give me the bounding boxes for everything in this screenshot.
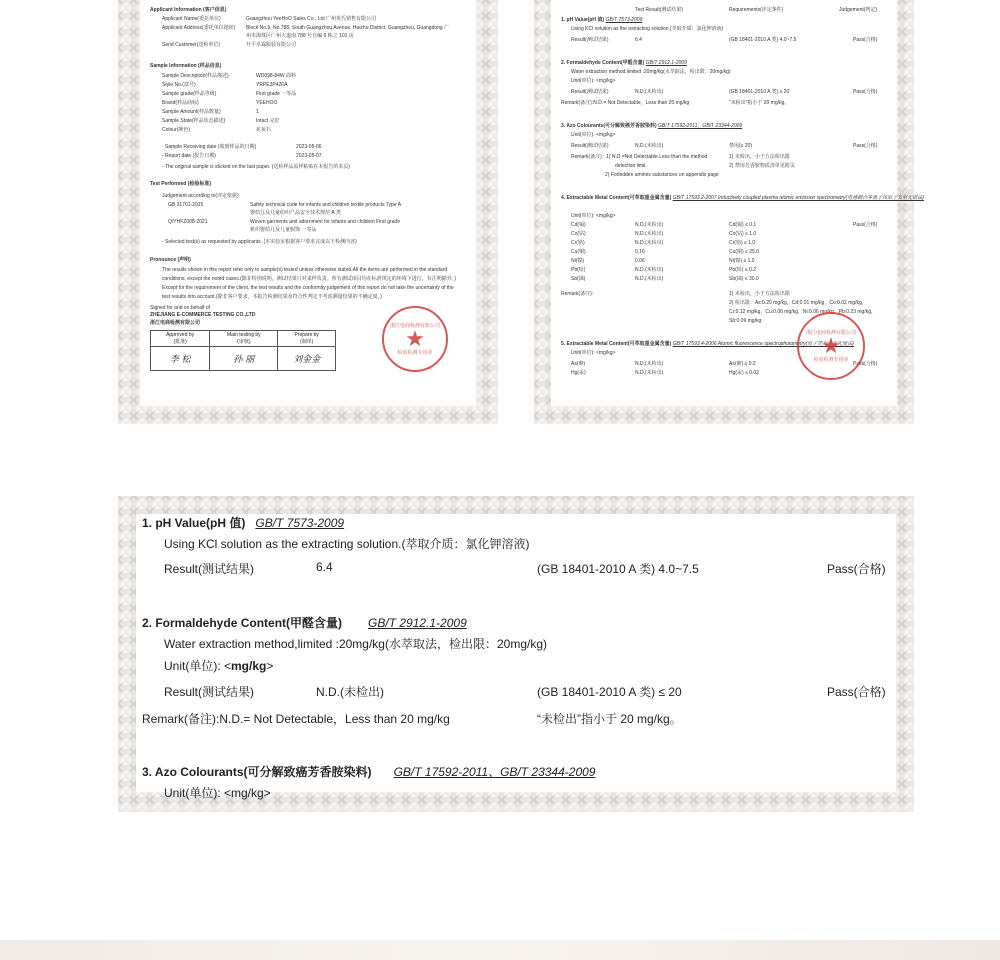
date-note: - The original sample is sticked on the last paper. (送检样品原样粘贴在本报告的末页) xyxy=(162,164,351,170)
azo-remark-r1: 1) 未检出，小于方法检出限 xyxy=(729,154,790,160)
metal-unit: Unit(单位): <mg/kg> xyxy=(571,213,616,219)
metal-remark-line: 2) 检出限：As:0.20 mg/kg，Cd:0.01 mg/kg，Co:0.02 mg/kg， xyxy=(729,300,867,306)
ph-heading: 1. pH Value(pH 值) GB/T 7573-2009 xyxy=(561,17,643,23)
col-header-result: Test Result(测试结果) xyxy=(635,7,684,13)
pronounce-line: test results into account.(除非客户要求，本报告检测结果及符合性判定不考虑测量结果的不确定度。) xyxy=(162,294,382,300)
zoom-form-method: Water extraction method,limited :20mg/kg(水萃取法，检出限：20mg/kg) xyxy=(164,637,547,651)
col-header-requirements: Requirements(评定条件) xyxy=(729,7,784,13)
metal-value: N.D.(未检出) xyxy=(635,276,664,282)
right-document-frame xyxy=(534,0,924,424)
applicant-value: 开平卓霖服装有限公司 xyxy=(246,41,297,48)
sample-value: WD098-84W 面料 xyxy=(256,73,297,79)
metal5-value: N.D.(未检出) xyxy=(635,361,664,367)
signature-table xyxy=(150,330,336,371)
metal-element: Cr(铬) xyxy=(571,240,585,246)
date-value: 2023-05-07 xyxy=(296,153,322,159)
metal-element: Cu(铜) xyxy=(571,249,586,255)
sample-heading: Sample Information (样品信息) xyxy=(150,63,222,69)
signature-approved: 李 松 xyxy=(151,347,210,371)
pronounce-line: The results shown in this report refer only to sample(s) tested unless otherwise stated.All the items are performed in the standard xyxy=(162,267,448,273)
metal5-value: N.D.(未检出) xyxy=(635,370,664,376)
test-desc-cn: 机织婴幼儿及儿童服饰 一等品 xyxy=(250,227,317,233)
metal-heading: 4. Extractable Metal Content(可萃取重金属含量) GB/T 17593.2-2007 Inductively coupled plasma atomic emission spectrometry(电感耦合等离子体原子发射光谱法) xyxy=(561,195,924,201)
zoom-form-remark2: “未检出”指小于 20 mg/kg。 xyxy=(537,712,682,726)
form-heading: 2. Formaldehyde Content(甲醛含量) GB/T 2912.1-2009 xyxy=(561,60,687,66)
metal-element: Co(钴) xyxy=(571,231,586,237)
ph-result-label: Result(测试结果) xyxy=(571,37,609,43)
metal5-element: As(砷) xyxy=(571,361,586,367)
zoom-ph-label: Result(测试结果) xyxy=(164,562,255,576)
date-label: - Sample Receiving date (收到样品的日期) xyxy=(162,144,257,150)
test-note: - Selected test(s) as requested by applicants. (本实验室根据客户要求完成以下检测内容) xyxy=(162,239,357,245)
test-desc-cn: 婴幼儿及儿童纺织产品安全技术规范 A 类 xyxy=(250,210,341,216)
metal-remark-line: 1) 未检出，小于方法检出限 xyxy=(729,291,790,297)
applicant-label: Applicant Name(委托单位) xyxy=(162,16,221,22)
metal-remark-line: Sb:0.09 mg/kg xyxy=(729,318,762,324)
azo-remark-c: 2) Forbidden amines substances on appendix page xyxy=(605,172,719,178)
metal-remark-line: Cr:0.12 mg/kg，Cu:0.06 mg/kg，Ni:0.06 mg/kg，Pb:0.23 mg/kg， xyxy=(729,309,877,315)
metal5-unit: Unit(单位): <mg/kg> xyxy=(571,350,616,356)
azo-remark-b: detection limit. xyxy=(615,163,647,169)
metal-req: Ni(镍) ≤ 1.0 xyxy=(729,258,755,264)
zoom-ph-method: Using KCl solution as the extracting solution.(萃取介质：氯化钾溶液) xyxy=(164,537,530,551)
zoom-form-heading: 2. Formaldehyde Content(甲醛含量) GB/T 2912.1-2009 xyxy=(142,616,467,630)
metal-value: N.D.(未检出) xyxy=(635,267,664,273)
sample-value: 1 xyxy=(256,109,259,115)
metal5-element: Hg(汞) xyxy=(571,370,586,376)
azo-result-req: 禁用(≤ 20) xyxy=(729,143,753,149)
zoom-detail-page xyxy=(136,514,896,800)
metal-element: Pb(铅) xyxy=(571,267,586,273)
form-remark: Remark(备注):N.D.= Not Detectable，Less than 20 mg/kg xyxy=(561,100,690,106)
azo-result-value: N.D.(未检出) xyxy=(635,143,664,149)
zoom-form-label: Result(测试结果) xyxy=(164,685,255,699)
metal-value: N.D.(未检出) xyxy=(635,240,664,246)
metal5-req: As(砷) ≤ 0.2 xyxy=(729,361,756,367)
sample-value: YRPE3P426A xyxy=(256,82,288,88)
prepare-header: Prepare by (制单) xyxy=(278,331,336,347)
ph-result-judge: Pass(合格) xyxy=(853,37,878,43)
sample-label: Sample Description(样品描述) xyxy=(162,73,229,79)
metal-element: Sb(锑) xyxy=(571,276,586,282)
metal-req: Co(钴) ≤ 1.0 xyxy=(729,231,757,237)
metal-element: Cd(镉) xyxy=(571,222,586,228)
zoom-form-unit: Unit(单位): <mg/kg> xyxy=(164,659,274,673)
metal-req: Cd(镉) ≤ 0.1 xyxy=(729,222,757,228)
ph-result-value: 6.4 xyxy=(635,37,642,43)
metal-element: Ni(镍) xyxy=(571,258,585,264)
test-sub: Judgement according to(评定依据) xyxy=(162,193,239,199)
sample-value: First grade 一等品 xyxy=(256,91,297,97)
metal5-heading: 5. Extractable Metal Content(可萃取重金属含量) GB/T 17593.4-2006 Atomic fluorescence spectrophotometry(原子荧光分光光度法) xyxy=(561,341,854,347)
pronounce-line: conditions, except the noted cases.(除非特别说明，测试结果只对来样负责。所有测试项目均在标准规定的环境下进行，有注明除外。) xyxy=(162,276,456,282)
metal-value: N.D.(未检出) xyxy=(635,231,664,237)
test-heading: Test Performed (检验标准) xyxy=(150,181,212,187)
pronounce-heading: Pronounce (声明) xyxy=(150,257,191,263)
test-code: GB 31701-2015 xyxy=(168,202,204,208)
zoom-ph-heading: 1. pH Value(pH 值) GB/T 7573-2009 xyxy=(142,516,345,530)
applicant-value: Guangzhou YeeHoO Sales Co., Ltd 广州英氏销售有限公司 xyxy=(246,16,377,22)
azo-result-label: Result(测试结果) xyxy=(571,143,609,149)
zoom-ph-req: (GB 18401-2010 A 类) 4.0~7.5 xyxy=(537,562,699,576)
azo-heading: 3. Azo Colourants(可分解致癌芳香胺染料) GB/T 17592-2011、GB/T 23344-2009 xyxy=(561,123,743,129)
zoom-azo-unit: Unit(单位): <mg/kg> xyxy=(164,786,271,800)
metal-value: 0.06 xyxy=(635,258,645,264)
zoom-azo-heading: 3. Azo Colourants(可分解致癌芳香胺染料) GB/T 17592-2011、GB/T 23344-2009 xyxy=(142,765,596,779)
ph-method: Using KCl solution as the extracting solution.(萃取介质：氯化钾溶液) xyxy=(571,26,724,32)
metal-req: Cr(铬) ≤ 1.0 xyxy=(729,240,756,246)
test-desc: Safety technical code for infants and children textile products Type A xyxy=(250,202,402,208)
star-icon: ★ xyxy=(405,326,425,351)
ph-result-req: (GB 18401-2010 A 类) 4.0~7.5 xyxy=(729,37,797,43)
sample-label: Sample Amount(样品数量) xyxy=(162,109,221,115)
zoom-ph-value: 6.4 xyxy=(316,560,333,574)
official-seal-stamp: 浙江电商检测有限公司 ★ 检验检测专用章 xyxy=(382,306,448,372)
metal-remark: Remark(备注): xyxy=(561,291,594,297)
sample-value: Intact 完好 xyxy=(256,118,280,124)
applicant-value: 州市海珠区广州大道南 788 号自编 9 栋之 101 房 xyxy=(246,33,354,39)
form-result-label: Result(测试结果) xyxy=(571,89,609,95)
metal5-req: Hg(汞) ≤ 0.02 xyxy=(729,370,759,376)
sample-label: Sample grade(样品等级) xyxy=(162,91,217,97)
company-en: ZHEJIANG E-COMMERCE TESTING CO.,LTD xyxy=(150,312,256,318)
date-value: 2023-05-06 xyxy=(296,144,322,150)
metal-req: Sb(锑) ≤ 30.0 xyxy=(729,276,759,282)
signature-testing: 孙 丽 xyxy=(210,347,278,371)
applicant-heading: Applicant Information (客户信息) xyxy=(150,7,227,13)
left-document-frame xyxy=(118,0,498,424)
test-desc: Woven garments and adornment for infants and children First grade xyxy=(250,219,400,225)
test-code: Q/YHFZ008-2021 xyxy=(168,219,208,225)
form-unit: Unit(单位): <mg/kg> xyxy=(571,78,616,84)
metal-value: 0.16 xyxy=(635,249,645,255)
zoom-ph-judge: Pass(合格) xyxy=(827,562,886,576)
azo-unit: Unit(单位): <mg/kg> xyxy=(571,132,616,138)
zoom-detail-frame xyxy=(118,496,914,812)
sample-label: Style No.(款号) xyxy=(162,82,196,88)
metal-req: Cu(铜) ≤ 25.0 xyxy=(729,249,759,255)
sample-label: Brand(样品商标) xyxy=(162,100,199,106)
pronounce-line: Except for the requirement of the client, the test results and the conformity judgement of this report do not take the uncertainty of the xyxy=(162,285,454,291)
applicant-label: Send Customer(送检单位) xyxy=(162,41,221,48)
azo-remark-r2: 2) 禁用芳香胺物质清单见附页 xyxy=(729,163,795,169)
azo-result-judge: Pass(合格) xyxy=(853,143,878,149)
metal-req: Pb(铅) ≤ 0.2 xyxy=(729,267,756,273)
signature-prepare: 刘金金 xyxy=(278,347,336,371)
sample-label: Sample State(样品状态描述) xyxy=(162,118,226,124)
company-cn: 浙江电商检测有限公司 xyxy=(150,320,201,326)
bottom-banner-strip xyxy=(0,940,1000,960)
sample-value: 花灰石 xyxy=(256,127,272,133)
col-header-judgement: Judgement(判定) xyxy=(839,7,878,13)
sample-label: Colour(颜色) xyxy=(162,127,191,133)
applicant-label: Applicant Address(委托单位地址) xyxy=(162,24,236,31)
metal-value: N.D.(未检出) xyxy=(635,222,664,228)
metal5-judge: Pass(合格) xyxy=(853,361,878,367)
form-result-judge: Pass(合格) xyxy=(853,89,878,95)
zoom-form-req: (GB 18401-2010 A 类) ≤ 20 xyxy=(537,685,682,699)
metal-judge: Pass(合格) xyxy=(853,222,878,228)
right-document-page xyxy=(551,0,924,406)
official-seal-stamp-right: 浙江电商检测有限公司 ★ 检验检测专用章 xyxy=(797,312,865,380)
form-result-req: (GB 18401-2010 A 类) ≤ 20 xyxy=(729,89,790,95)
applicant-value: Block No.9, No.788, South Guangzhou Avenue, Haizhu District, Guangzhou, Guangdong 广 xyxy=(246,24,450,31)
form-remark2: “未检出”指小于 20 mg/kg。 xyxy=(729,100,790,106)
form-result-value: N.D.(未检出) xyxy=(635,89,664,95)
date-label: - Report date (报告日期) xyxy=(162,153,216,159)
zoom-form-remark: Remark(备注):N.D.= Not Detectable，Less than 20 mg/kg xyxy=(142,712,450,726)
left-document-page xyxy=(140,0,476,406)
zoom-form-judge: Pass(合格) xyxy=(827,685,886,699)
testing-header: Main testing by (审核) xyxy=(210,331,278,347)
star-icon: ★ xyxy=(821,333,841,358)
signed-line: Signed for and on behalf of xyxy=(150,305,211,311)
sample-value: YEEHOO xyxy=(256,100,278,106)
azo-remark: Remark(备注) : 1) N.D.=Not Detectable,Less than the method xyxy=(571,154,708,160)
form-method: Water extraction method,limited :20mg/kg(水萃取法，检出限：20mg/kg) xyxy=(571,69,731,75)
zoom-form-value: N.D.(未检出) xyxy=(316,685,384,699)
approved-header: Approved by (批准) xyxy=(151,331,210,347)
